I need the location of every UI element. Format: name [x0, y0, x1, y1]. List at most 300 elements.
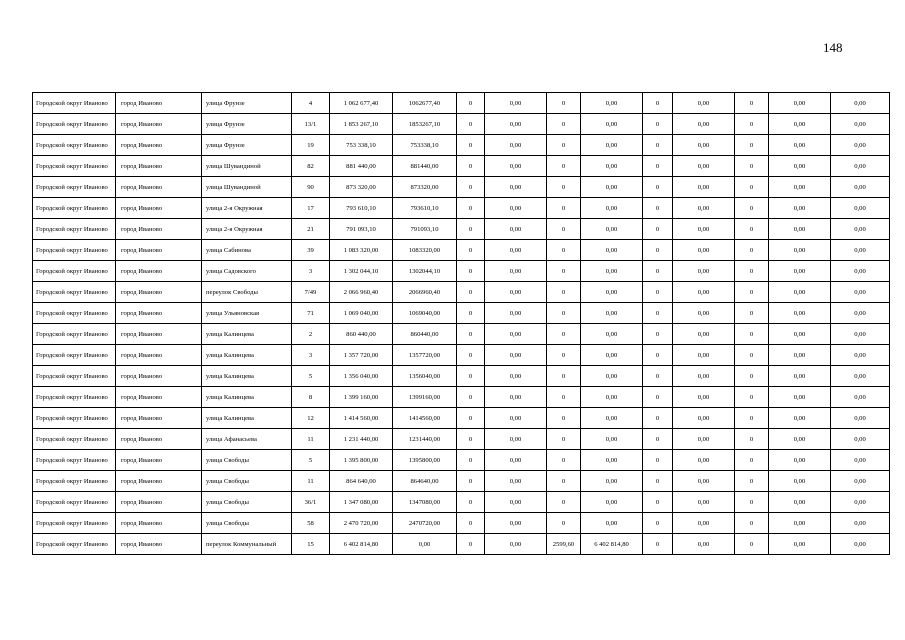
- cell-col-9: 0: [547, 114, 581, 135]
- cell-col-10: 0,00: [581, 366, 643, 387]
- cell-col-7: 0: [457, 345, 485, 366]
- cell-col-9: 0: [547, 366, 581, 387]
- cell-district: Городской округ Иваново: [33, 156, 116, 177]
- cell-col-9: 0: [547, 450, 581, 471]
- cell-col-7: 0: [457, 429, 485, 450]
- cell-col-11: 0: [643, 492, 673, 513]
- cell-col-7: 0: [457, 177, 485, 198]
- table-row: [33, 156, 890, 177]
- cell-total-cost: 860 440,00: [330, 324, 393, 345]
- cell-col-11: 0: [643, 303, 673, 324]
- cell-col-15: 0,00: [831, 303, 890, 324]
- cell-col-10: 0,00: [581, 198, 643, 219]
- cell-cost-repair: 793610,10: [393, 198, 457, 219]
- cell-district: Городской округ Иваново: [33, 198, 116, 219]
- cell-col-11: 0: [643, 387, 673, 408]
- cell-col-7: 0: [457, 513, 485, 534]
- page-number: 148: [823, 40, 843, 55]
- cell-city: город Иваново: [116, 387, 202, 408]
- cell-cost-repair: 1302044,10: [393, 261, 457, 282]
- cell-street: улица 2-я Окружная: [202, 198, 292, 219]
- table-row: [33, 135, 890, 156]
- cell-col-11: 0: [643, 282, 673, 303]
- cell-col-13: 0: [735, 114, 769, 135]
- cell-house: 4: [292, 93, 330, 114]
- cell-city: город Иваново: [116, 282, 202, 303]
- cell-col-15: 0,00: [831, 177, 890, 198]
- table-row: [33, 303, 890, 324]
- cell-col-13: 0: [735, 198, 769, 219]
- cell-col-11: 0: [643, 240, 673, 261]
- cell-col-14: 0,00: [769, 429, 831, 450]
- cell-col-12: 0,00: [673, 387, 735, 408]
- cell-col-13: 0: [735, 93, 769, 114]
- cell-district: Городской округ Иваново: [33, 492, 116, 513]
- cell-cost-repair: 1399160,00: [393, 387, 457, 408]
- cell-district: Городской округ Иваново: [33, 450, 116, 471]
- cell-col-13: 0: [735, 429, 769, 450]
- cell-total-cost: 1 356 040,00: [330, 366, 393, 387]
- cell-district: Городской округ Иваново: [33, 408, 116, 429]
- cell-col-14: 0,00: [769, 534, 831, 555]
- cell-house: 3: [292, 261, 330, 282]
- cell-district: Городской округ Иваново: [33, 471, 116, 492]
- cell-house: 39: [292, 240, 330, 261]
- cell-city: город Иваново: [116, 240, 202, 261]
- cell-col-9: 0: [547, 282, 581, 303]
- cell-street: улица Калинцева: [202, 366, 292, 387]
- cell-col-13: 0: [735, 261, 769, 282]
- cell-col-13: 0: [735, 471, 769, 492]
- cell-col-9: 0: [547, 198, 581, 219]
- cell-col-10: 0,00: [581, 93, 643, 114]
- cell-col-9: 0: [547, 240, 581, 261]
- cell-col-7: 0: [457, 93, 485, 114]
- cell-col-13: 0: [735, 450, 769, 471]
- cell-col-10: 0,00: [581, 408, 643, 429]
- cell-cost-repair: 1062677,40: [393, 93, 457, 114]
- cell-col-13: 0: [735, 219, 769, 240]
- cell-col-14: 0,00: [769, 471, 831, 492]
- cell-cost-repair: 753338,10: [393, 135, 457, 156]
- cell-col-12: 0,00: [673, 366, 735, 387]
- cell-cost-repair: 2066960,40: [393, 282, 457, 303]
- cell-col-7: 0: [457, 387, 485, 408]
- cell-col-12: 0,00: [673, 261, 735, 282]
- cell-total-cost: 2 066 960,40: [330, 282, 393, 303]
- cell-col-9: 0: [547, 492, 581, 513]
- cell-col-8: 0,00: [485, 492, 547, 513]
- cell-col-11: 0: [643, 513, 673, 534]
- cell-city: город Иваново: [116, 261, 202, 282]
- cell-street: переулок Свободы: [202, 282, 292, 303]
- cell-street: улица Фрунзе: [202, 93, 292, 114]
- cell-col-10: 0,00: [581, 429, 643, 450]
- cell-col-14: 0,00: [769, 450, 831, 471]
- cell-cost-repair: 1853267,10: [393, 114, 457, 135]
- cell-col-9: 0: [547, 177, 581, 198]
- cell-cost-repair: 2470720,00: [393, 513, 457, 534]
- cell-district: Городской округ Иваново: [33, 240, 116, 261]
- cell-col-12: 0,00: [673, 324, 735, 345]
- cell-col-9: 0: [547, 303, 581, 324]
- cell-col-10: 6 402 814,80: [581, 534, 643, 555]
- cell-col-7: 0: [457, 408, 485, 429]
- cell-total-cost: 881 440,00: [330, 156, 393, 177]
- cell-col-11: 0: [643, 408, 673, 429]
- cell-col-15: 0,00: [831, 282, 890, 303]
- cell-house: 8: [292, 387, 330, 408]
- cell-col-8: 0,00: [485, 345, 547, 366]
- cell-house: 15: [292, 534, 330, 555]
- cell-col-9: 0: [547, 93, 581, 114]
- cell-col-7: 0: [457, 450, 485, 471]
- table-row: [33, 492, 890, 513]
- cell-col-9: 0: [547, 324, 581, 345]
- cell-col-7: 0: [457, 198, 485, 219]
- cell-col-8: 0,00: [485, 156, 547, 177]
- cell-district: Городской округ Иваново: [33, 93, 116, 114]
- cell-col-14: 0,00: [769, 135, 831, 156]
- cell-col-15: 0,00: [831, 366, 890, 387]
- cell-district: Городской округ Иваново: [33, 345, 116, 366]
- cell-col-15: 0,00: [831, 114, 890, 135]
- cell-col-13: 0: [735, 324, 769, 345]
- cell-house: 11: [292, 429, 330, 450]
- cell-cost-repair: 864640,00: [393, 471, 457, 492]
- cell-col-15: 0,00: [831, 156, 890, 177]
- cell-col-13: 0: [735, 387, 769, 408]
- cell-col-9: 0: [547, 471, 581, 492]
- cell-total-cost: 2 470 720,00: [330, 513, 393, 534]
- cell-col-12: 0,00: [673, 534, 735, 555]
- table-body: [33, 93, 890, 555]
- cell-house: 19: [292, 135, 330, 156]
- cell-col-14: 0,00: [769, 366, 831, 387]
- cell-col-8: 0,00: [485, 177, 547, 198]
- cell-col-14: 0,00: [769, 240, 831, 261]
- cell-total-cost: 1 414 560,00: [330, 408, 393, 429]
- cell-city: город Иваново: [116, 177, 202, 198]
- cell-col-8: 0,00: [485, 471, 547, 492]
- cell-col-8: 0,00: [485, 135, 547, 156]
- cell-col-8: 0,00: [485, 429, 547, 450]
- cell-col-14: 0,00: [769, 198, 831, 219]
- cell-cost-repair: 1357720,00: [393, 345, 457, 366]
- table-row: [33, 408, 890, 429]
- cell-col-9: 0: [547, 408, 581, 429]
- cell-house: 13/1: [292, 114, 330, 135]
- cell-col-11: 0: [643, 450, 673, 471]
- cell-street: улица Свободы: [202, 492, 292, 513]
- cell-total-cost: 791 093,10: [330, 219, 393, 240]
- cell-street: улица Свободы: [202, 450, 292, 471]
- cell-col-11: 0: [643, 93, 673, 114]
- cell-district: Городской округ Иваново: [33, 135, 116, 156]
- cell-col-8: 0,00: [485, 450, 547, 471]
- cell-street: улица Калинцева: [202, 408, 292, 429]
- cell-street: переулок Коммунальный: [202, 534, 292, 555]
- cell-col-15: 0,00: [831, 345, 890, 366]
- cell-house: 2: [292, 324, 330, 345]
- cell-col-12: 0,00: [673, 282, 735, 303]
- cell-col-10: 0,00: [581, 135, 643, 156]
- cell-total-cost: 1 347 080,00: [330, 492, 393, 513]
- cell-house: 90: [292, 177, 330, 198]
- cell-total-cost: 1 853 267,10: [330, 114, 393, 135]
- cell-col-15: 0,00: [831, 324, 890, 345]
- table-row: [33, 387, 890, 408]
- cell-city: город Иваново: [116, 513, 202, 534]
- cell-col-13: 0: [735, 345, 769, 366]
- cell-street: улица 2-я Окружная: [202, 219, 292, 240]
- cell-col-11: 0: [643, 345, 673, 366]
- cell-col-14: 0,00: [769, 156, 831, 177]
- cell-city: город Иваново: [116, 492, 202, 513]
- table-row: [33, 219, 890, 240]
- table-row: [33, 261, 890, 282]
- cell-col-15: 0,00: [831, 471, 890, 492]
- cell-col-13: 0: [735, 492, 769, 513]
- cell-street: улица Шувандиной: [202, 156, 292, 177]
- cell-col-8: 0,00: [485, 324, 547, 345]
- cell-city: город Иваново: [116, 471, 202, 492]
- cell-cost-repair: 881440,00: [393, 156, 457, 177]
- cell-col-14: 0,00: [769, 492, 831, 513]
- cell-total-cost: 1 083 320,00: [330, 240, 393, 261]
- cell-col-13: 0: [735, 240, 769, 261]
- cell-col-8: 0,00: [485, 366, 547, 387]
- cell-district: Городской округ Иваново: [33, 534, 116, 555]
- cell-col-10: 0,00: [581, 345, 643, 366]
- cell-city: город Иваново: [116, 198, 202, 219]
- cell-col-12: 0,00: [673, 219, 735, 240]
- cell-col-12: 0,00: [673, 93, 735, 114]
- cell-col-10: 0,00: [581, 219, 643, 240]
- cell-city: город Иваново: [116, 429, 202, 450]
- cell-street: улица Калинцева: [202, 324, 292, 345]
- cell-col-13: 0: [735, 303, 769, 324]
- cell-cost-repair: 791093,10: [393, 219, 457, 240]
- cell-district: Городской округ Иваново: [33, 513, 116, 534]
- cell-district: Городской округ Иваново: [33, 114, 116, 135]
- cell-col-13: 0: [735, 135, 769, 156]
- cell-col-8: 0,00: [485, 93, 547, 114]
- cell-col-10: 0,00: [581, 114, 643, 135]
- cell-col-12: 0,00: [673, 156, 735, 177]
- cell-cost-repair: 1069040,00: [393, 303, 457, 324]
- cell-col-10: 0,00: [581, 261, 643, 282]
- cell-cost-repair: 1231440,00: [393, 429, 457, 450]
- cell-col-9: 0: [547, 156, 581, 177]
- cell-col-11: 0: [643, 177, 673, 198]
- cell-col-11: 0: [643, 366, 673, 387]
- cell-house: 5: [292, 450, 330, 471]
- cell-col-15: 0,00: [831, 429, 890, 450]
- cell-col-8: 0,00: [485, 219, 547, 240]
- cell-house: 21: [292, 219, 330, 240]
- cell-col-7: 0: [457, 492, 485, 513]
- cell-col-11: 0: [643, 156, 673, 177]
- cell-district: Городской округ Иваново: [33, 177, 116, 198]
- cell-col-9: 0: [547, 345, 581, 366]
- cell-col-13: 0: [735, 513, 769, 534]
- cell-street: улица Калинцева: [202, 345, 292, 366]
- cell-city: город Иваново: [116, 114, 202, 135]
- cell-street: улица Фрунзе: [202, 135, 292, 156]
- cell-col-14: 0,00: [769, 261, 831, 282]
- cell-cost-repair: 1347080,00: [393, 492, 457, 513]
- cell-city: город Иваново: [116, 345, 202, 366]
- cell-total-cost: 1 395 800,00: [330, 450, 393, 471]
- cell-cost-repair: 1356040,00: [393, 366, 457, 387]
- cell-street: улица Шувандиной: [202, 177, 292, 198]
- cell-col-10: 0,00: [581, 387, 643, 408]
- cell-col-8: 0,00: [485, 282, 547, 303]
- cell-col-15: 0,00: [831, 534, 890, 555]
- cell-district: Городской округ Иваново: [33, 282, 116, 303]
- cell-col-8: 0,00: [485, 114, 547, 135]
- cell-col-7: 0: [457, 219, 485, 240]
- cell-col-12: 0,00: [673, 450, 735, 471]
- cell-col-15: 0,00: [831, 387, 890, 408]
- cell-house: 11: [292, 471, 330, 492]
- cell-col-10: 0,00: [581, 156, 643, 177]
- cell-cost-repair: 1414560,00: [393, 408, 457, 429]
- cell-col-13: 0: [735, 366, 769, 387]
- cell-col-13: 0: [735, 156, 769, 177]
- cell-street: улица Свободы: [202, 513, 292, 534]
- cell-col-11: 0: [643, 135, 673, 156]
- cell-col-8: 0,00: [485, 240, 547, 261]
- cell-col-10: 0,00: [581, 471, 643, 492]
- cell-col-9: 0: [547, 513, 581, 534]
- table-row: [33, 114, 890, 135]
- cell-col-10: 0,00: [581, 324, 643, 345]
- cell-col-12: 0,00: [673, 429, 735, 450]
- cell-col-8: 0,00: [485, 408, 547, 429]
- cell-house: 3: [292, 345, 330, 366]
- cell-col-11: 0: [643, 114, 673, 135]
- cell-cost-repair: 1395800,00: [393, 450, 457, 471]
- cell-total-cost: 873 320,00: [330, 177, 393, 198]
- cell-col-11: 0: [643, 219, 673, 240]
- cell-col-14: 0,00: [769, 345, 831, 366]
- table-row: [33, 324, 890, 345]
- table-row: [33, 93, 890, 114]
- cell-district: Городской округ Иваново: [33, 366, 116, 387]
- table-row: [33, 177, 890, 198]
- cell-district: Городской округ Иваново: [33, 387, 116, 408]
- table-row: [33, 513, 890, 534]
- cell-col-9: 0: [547, 219, 581, 240]
- cell-col-12: 0,00: [673, 198, 735, 219]
- cell-district: Городской округ Иваново: [33, 429, 116, 450]
- cell-col-10: 0,00: [581, 177, 643, 198]
- cell-total-cost: 1 399 160,00: [330, 387, 393, 408]
- cell-street: улица Фрунзе: [202, 114, 292, 135]
- cell-col-15: 0,00: [831, 492, 890, 513]
- cell-col-14: 0,00: [769, 282, 831, 303]
- table-row: [33, 534, 890, 555]
- cell-col-7: 0: [457, 303, 485, 324]
- cell-col-8: 0,00: [485, 198, 547, 219]
- cell-col-12: 0,00: [673, 408, 735, 429]
- cell-total-cost: 753 338,10: [330, 135, 393, 156]
- cell-col-10: 0,00: [581, 513, 643, 534]
- cell-col-9: 0: [547, 261, 581, 282]
- cell-total-cost: 1 062 677,40: [330, 93, 393, 114]
- cell-house: 58: [292, 513, 330, 534]
- cell-col-11: 0: [643, 261, 673, 282]
- table-row: [33, 282, 890, 303]
- cell-col-12: 0,00: [673, 135, 735, 156]
- cell-col-12: 0,00: [673, 513, 735, 534]
- cell-col-9: 0: [547, 135, 581, 156]
- cell-district: Городской округ Иваново: [33, 324, 116, 345]
- cell-house: 71: [292, 303, 330, 324]
- cell-col-12: 0,00: [673, 492, 735, 513]
- cell-street: улица Ульяновская: [202, 303, 292, 324]
- cell-col-11: 0: [643, 198, 673, 219]
- cell-house: 5: [292, 366, 330, 387]
- cell-total-cost: 1 231 440,00: [330, 429, 393, 450]
- cell-cost-repair: 873320,00: [393, 177, 457, 198]
- cell-col-8: 0,00: [485, 534, 547, 555]
- cell-city: город Иваново: [116, 303, 202, 324]
- cell-col-15: 0,00: [831, 450, 890, 471]
- cell-city: город Иваново: [116, 93, 202, 114]
- cell-col-10: 0,00: [581, 303, 643, 324]
- table-row: [33, 429, 890, 450]
- cell-street: улица Садовского: [202, 261, 292, 282]
- cell-cost-repair: 0,00: [393, 534, 457, 555]
- cell-cost-repair: 860440,00: [393, 324, 457, 345]
- cell-col-8: 0,00: [485, 303, 547, 324]
- cell-total-cost: 1 069 040,00: [330, 303, 393, 324]
- cell-city: город Иваново: [116, 366, 202, 387]
- cell-col-14: 0,00: [769, 324, 831, 345]
- cell-house: 36/1: [292, 492, 330, 513]
- cell-col-15: 0,00: [831, 219, 890, 240]
- register-table: [32, 92, 890, 555]
- cell-city: город Иваново: [116, 534, 202, 555]
- cell-city: город Иваново: [116, 408, 202, 429]
- cell-col-9: 0: [547, 387, 581, 408]
- table-row: [33, 366, 890, 387]
- cell-street: улица Сабинова: [202, 240, 292, 261]
- cell-col-13: 0: [735, 408, 769, 429]
- cell-city: город Иваново: [116, 135, 202, 156]
- cell-col-9: 0: [547, 429, 581, 450]
- cell-col-7: 0: [457, 366, 485, 387]
- cell-col-14: 0,00: [769, 387, 831, 408]
- cell-col-13: 0: [735, 177, 769, 198]
- cell-col-7: 0: [457, 240, 485, 261]
- cell-col-15: 0,00: [831, 408, 890, 429]
- cell-col-7: 0: [457, 534, 485, 555]
- table-row: [33, 198, 890, 219]
- cell-col-7: 0: [457, 324, 485, 345]
- cell-col-7: 0: [457, 471, 485, 492]
- cell-house: 82: [292, 156, 330, 177]
- cell-city: город Иваново: [116, 450, 202, 471]
- cell-house: 12: [292, 408, 330, 429]
- cell-col-9: 2599,60: [547, 534, 581, 555]
- cell-col-15: 0,00: [831, 198, 890, 219]
- cell-house: 17: [292, 198, 330, 219]
- cell-street: улица Афанасьева: [202, 429, 292, 450]
